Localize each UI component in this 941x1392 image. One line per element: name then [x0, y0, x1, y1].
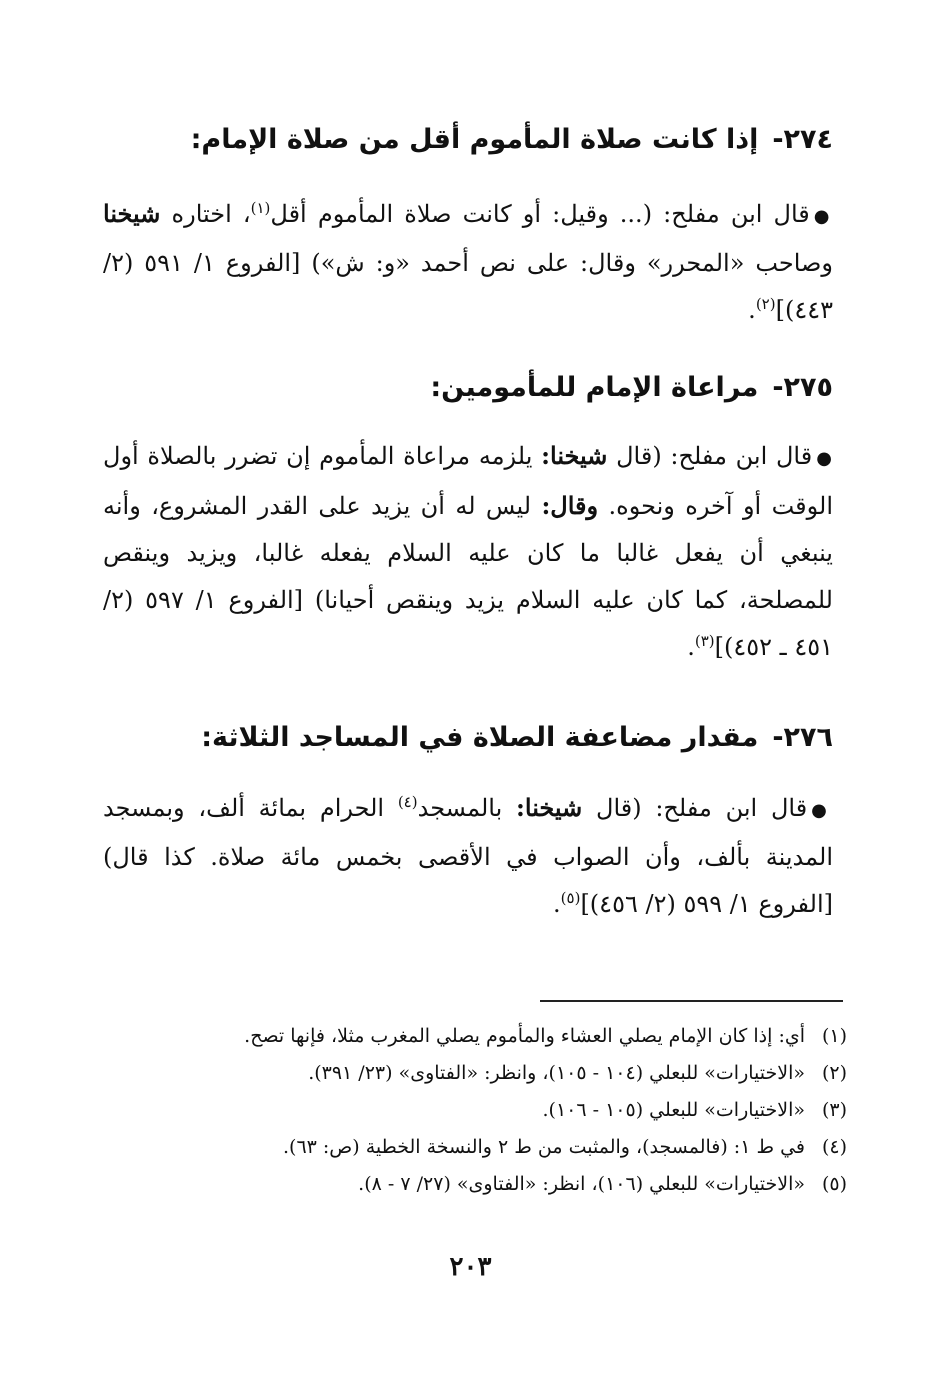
footnote-number: (١) [821, 1025, 847, 1047]
footnote-ref[interactable]: (٤) [397, 793, 418, 811]
bold-term: وقال: [541, 491, 599, 520]
bullet-icon: ● [813, 206, 833, 227]
paragraph-text: قال ابن مفلح: (قال [582, 794, 808, 822]
section-heading-274 [113, 120, 833, 160]
paragraph-276 [103, 784, 833, 928]
footnote-text: «الاختيارات» للبعلي (١٠٦)، انظر: «الفتاوى» (٢٧/ ٧ - ٨). [358, 1173, 805, 1195]
footnote-text: «الاختيارات» للبعلي (١٠٤ - ١٠٥)، وانظر: «الفتاوى» (٢٣/ ٣٩١). [308, 1062, 805, 1084]
citation: [الفروع ١/ ٥٩١ (٢/ ٤٤٣)] [103, 249, 833, 324]
footnote-item [107, 1092, 847, 1129]
paragraph-275 [103, 432, 833, 671]
paragraph-end: . [748, 296, 756, 324]
footnote-item [107, 1055, 847, 1092]
paragraph-end: . [687, 633, 695, 661]
section-title: مقدار مضاعفة الصلاة في المساجد الثلاثة: [201, 722, 759, 753]
section-heading-275 [113, 368, 833, 408]
paragraph-274 [103, 190, 833, 334]
paragraph-end: . [553, 890, 561, 918]
footnote-item [107, 1018, 847, 1055]
footnote-text: أي: إذا كان الإمام يصلي العشاء والمأموم يصلي المغرب مثلا، فإنها تصح. [244, 1025, 805, 1047]
citation: [الفروع ١/ ٥٩٧ (٢/ ٤٥١ ـ ٤٥٢)] [103, 586, 833, 661]
paragraph-text: ، اختاره [171, 200, 251, 228]
footnote-ref[interactable]: (٢) [755, 295, 776, 313]
footnote-item [107, 1129, 847, 1166]
footnote-number: (٣) [821, 1099, 847, 1121]
footnote-text: في ط ١: (فالمسجد)، والمثبت من ط ٢ والنسخة الخطية (ص: ٦٣). [282, 1136, 805, 1158]
paragraph-text: بالمسجد [417, 794, 517, 822]
bold-term: شيخنا: [541, 441, 608, 470]
section-title: مراعاة الإمام للمأمومين: [430, 372, 759, 403]
bold-term: شيخنا: [516, 793, 583, 822]
paragraph-text: وصاحب «المحرر» وقال: على نص أحمد «و: ش») [311, 249, 833, 277]
paragraph-text: يلزمه مراعاة المأموم إن تضرر بالصلاة أول الوقت أو آخره ونحوه. [103, 442, 833, 520]
footnote-number: (٤) [821, 1136, 847, 1158]
footnote-ref[interactable]: (٥) [560, 889, 581, 907]
footnote-separator [540, 1000, 843, 1002]
footnotes [107, 1018, 847, 1203]
section-number: ٢٧٤- [772, 124, 833, 155]
footnote-number: (٥) [821, 1173, 847, 1195]
footnote-ref[interactable]: (١) [250, 199, 271, 217]
section-heading-276 [113, 718, 833, 758]
paragraph-text: قال ابن مفلح: (... وقيل: أو كانت صلاة المأموم أقل [270, 200, 810, 228]
page-number: ٢٠٣ [449, 1252, 492, 1282]
paragraph-text: الحرام بمائة ألف، وبمسجد المدينة بألف، وأن الصواب في الأقصى بخمس مائة صلاة. كذا قال) [103, 794, 833, 871]
section-number: ٢٧٥- [772, 372, 833, 403]
footnote-item [107, 1166, 847, 1203]
section-title: إذا كانت صلاة المأموم أقل من صلاة الإمام: [190, 124, 759, 155]
footnote-ref[interactable]: (٣) [694, 632, 715, 650]
citation: [الفروع ١/ ٥٩٩ (٢/ ٤٥٦)] [580, 890, 833, 918]
bullet-icon: ● [816, 448, 833, 469]
section-number: ٢٧٦- [772, 722, 833, 753]
bullet-icon: ● [811, 800, 833, 821]
paragraph-text: ليس له أن يزيد على القدر المشروع، وأنه ينبغي أن يفعل غالبا ما كان عليه السلام يفعله غالبا، ويزيد وينقص للمصلحة، كما كان عليه السلام يزيد وينقص أحيانا) [103, 492, 833, 614]
footnote-text: «الاختيارات» للبعلي (١٠٥ - ١٠٦). [542, 1099, 805, 1121]
footnote-number: (٢) [821, 1062, 847, 1084]
paragraph-text: قال ابن مفلح: (قال [607, 442, 813, 470]
bold-term: شيخنا [103, 199, 161, 228]
